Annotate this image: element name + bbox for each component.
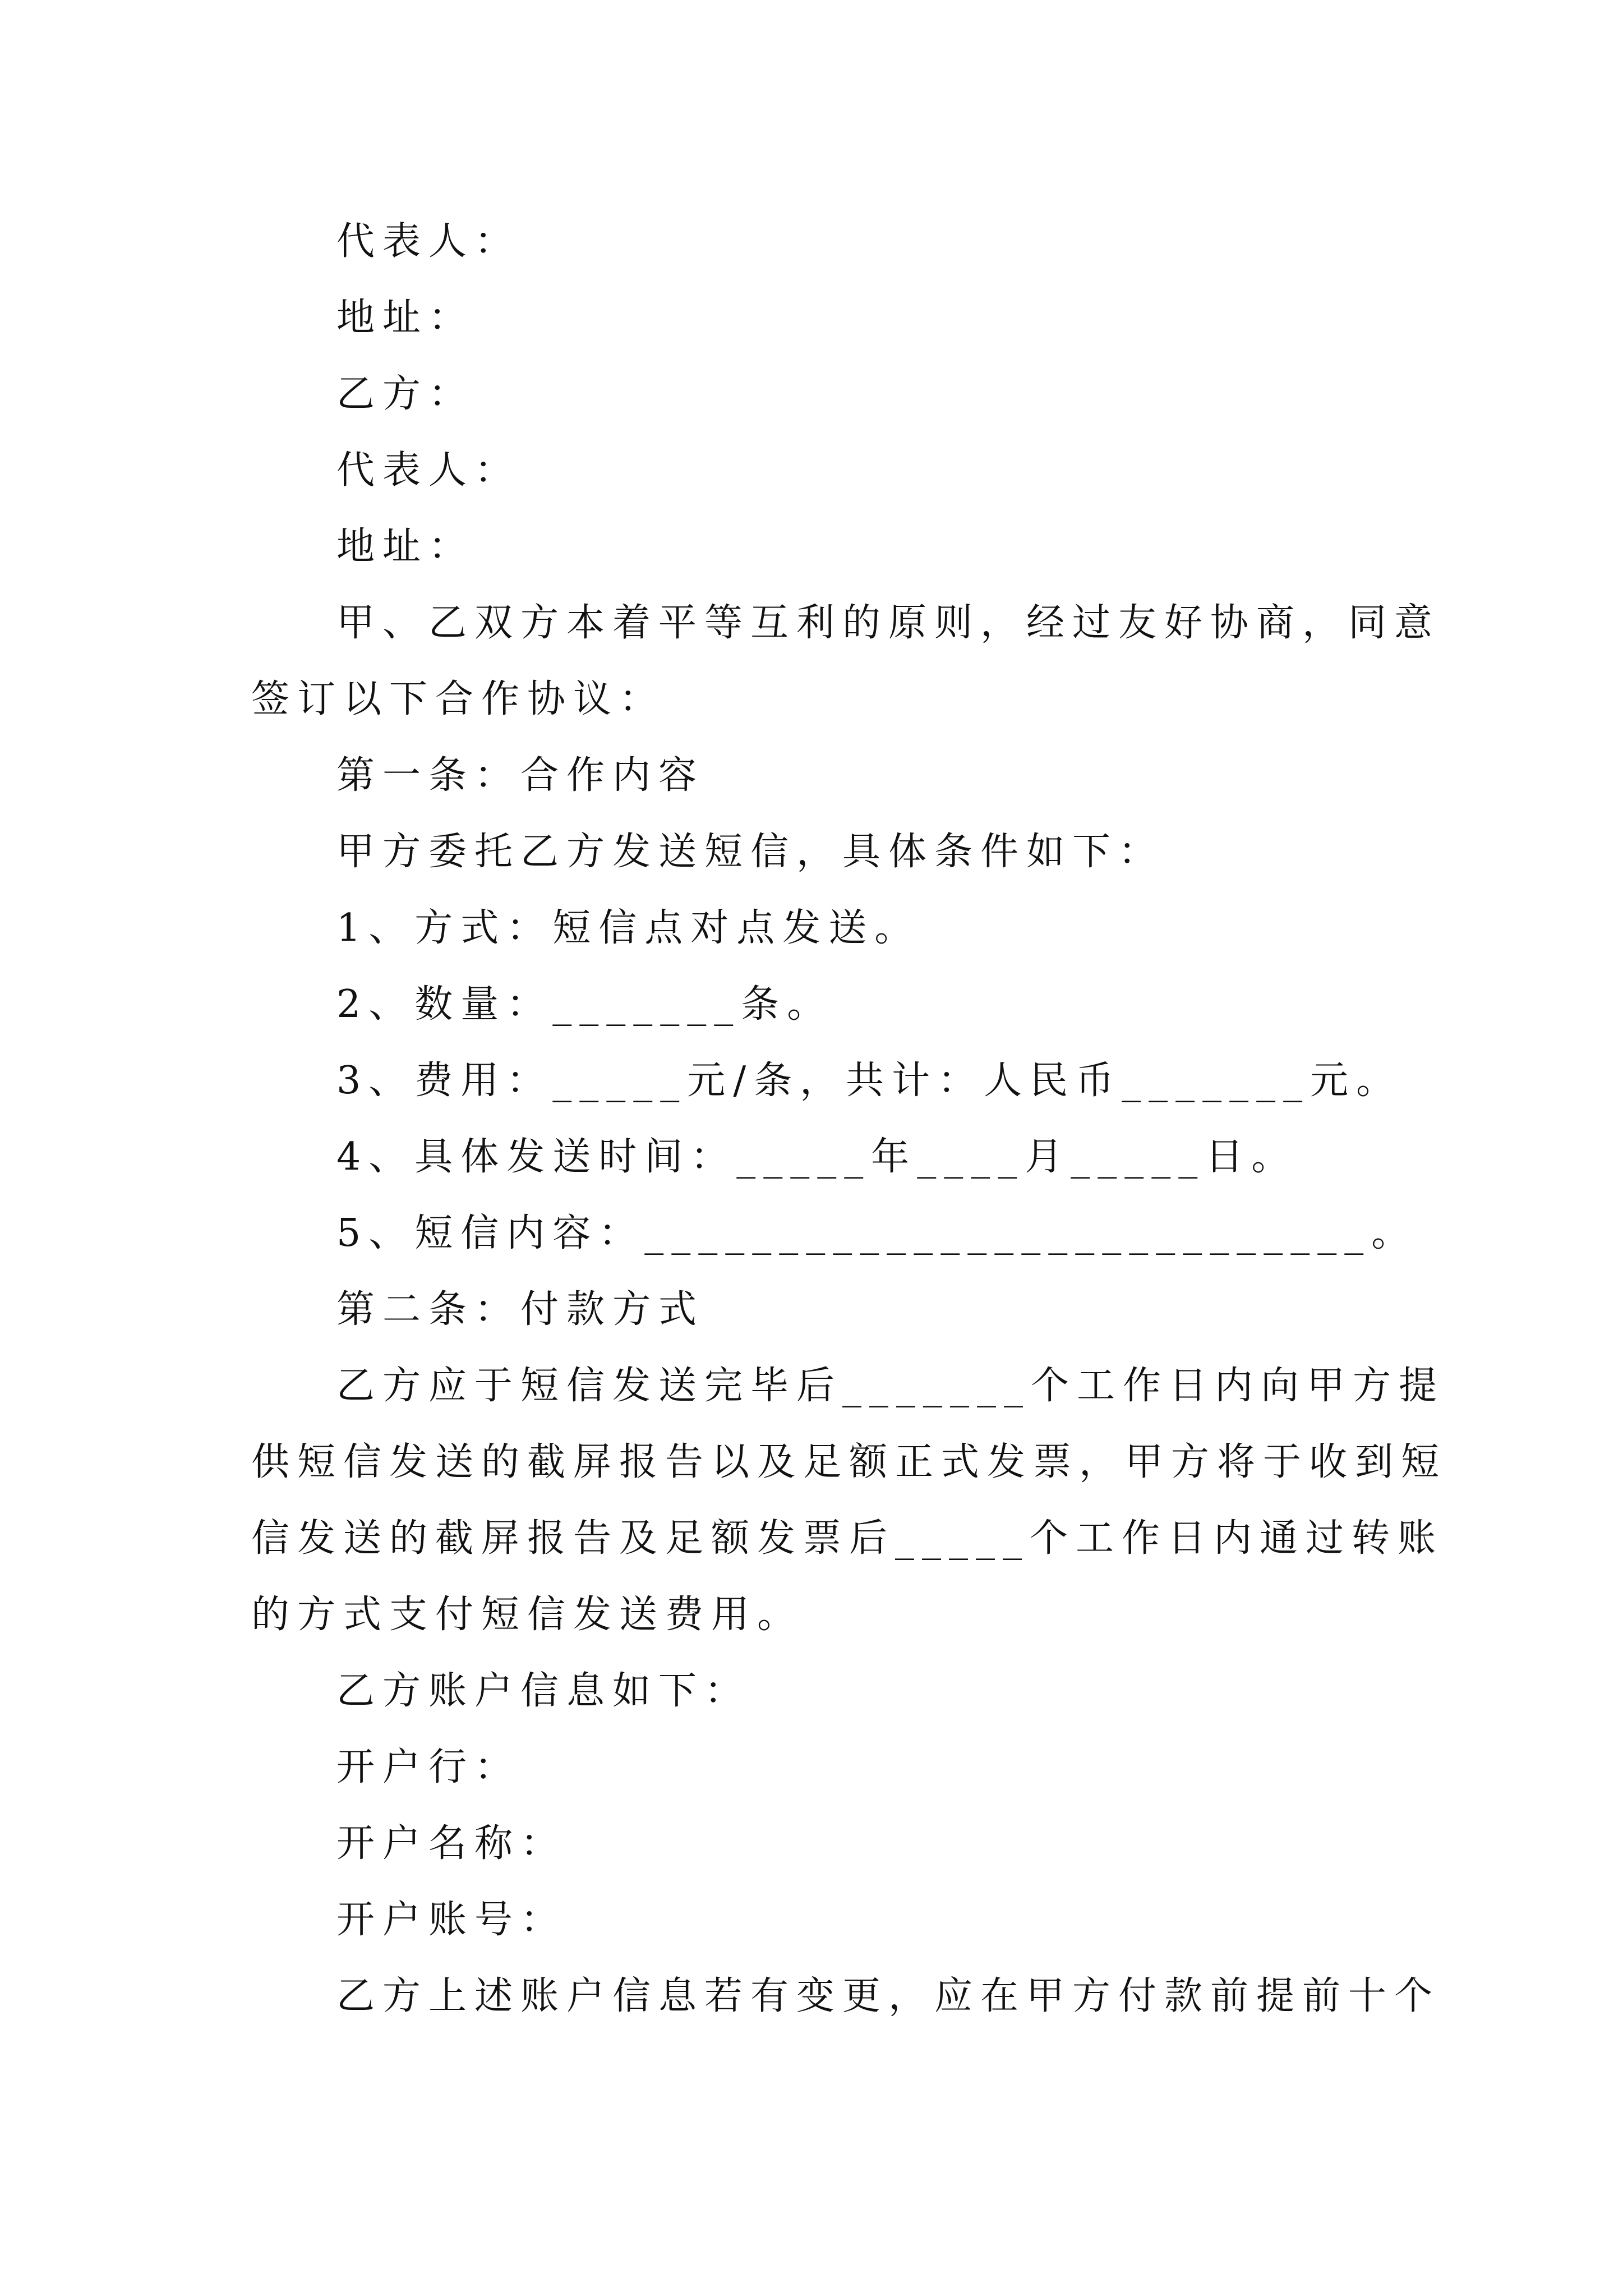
address-a-line: 地址： [336, 296, 475, 340]
payment-paragraph-line-4: 的方式支付短信发送费用。 [251, 1593, 804, 1637]
document-body [251, 204, 1447, 2035]
bank-line: 开户行： [336, 1745, 521, 1789]
payment-paragraph-line-2: 供短信发送的截屏报告以及足额正式发票，甲方将于收到短 [251, 1440, 1447, 1484]
term-quantity: 2、数量：_______条。 [336, 982, 833, 1027]
article-1-heading: 第一条：合作内容 [336, 753, 705, 798]
article-2-heading: 第二条：付款方式 [336, 1287, 705, 1332]
payment-paragraph-line-1: 乙方应于短信发送完毕后_______个工作日内向甲方提 [336, 1364, 1445, 1408]
term-sms-content: 5、短信内容：___________________________。 [336, 1211, 1418, 1255]
term-send-time: 4、具体发送时间：_____年____月_____日。 [336, 1135, 1298, 1179]
term-method: 1、方式：短信点对点发送。 [336, 906, 921, 950]
address-b-line: 地址： [336, 524, 475, 569]
payment-paragraph-line-3: 信发送的截屏报告及足额发票后_____个工作日内通过转账 [251, 1516, 1444, 1561]
account-change-line: 乙方上述账户信息若有变更，应在甲方付款前提前十个 [336, 1974, 1441, 2018]
term-fee: 3、费用：_____元/条，共计：人民币_______元。 [336, 1059, 1403, 1103]
representative-b-line: 代表人： [336, 448, 521, 493]
account-number-line: 开户账号： [336, 1898, 567, 1942]
article-1-intro: 甲方委托乙方发送短信，具体条件如下： [336, 830, 1165, 874]
preamble-line-1: 甲、乙双方本着平等互利的原则，经过友好协商，同意 [336, 601, 1441, 645]
party-b-line: 乙方： [336, 372, 475, 416]
preamble-line-2: 签订以下合作协议： [251, 677, 666, 721]
representative-a-line: 代表人： [336, 219, 521, 264]
account-name-line: 开户名称： [336, 1821, 567, 1866]
account-info-heading: 乙方账户信息如下： [336, 1669, 751, 1713]
